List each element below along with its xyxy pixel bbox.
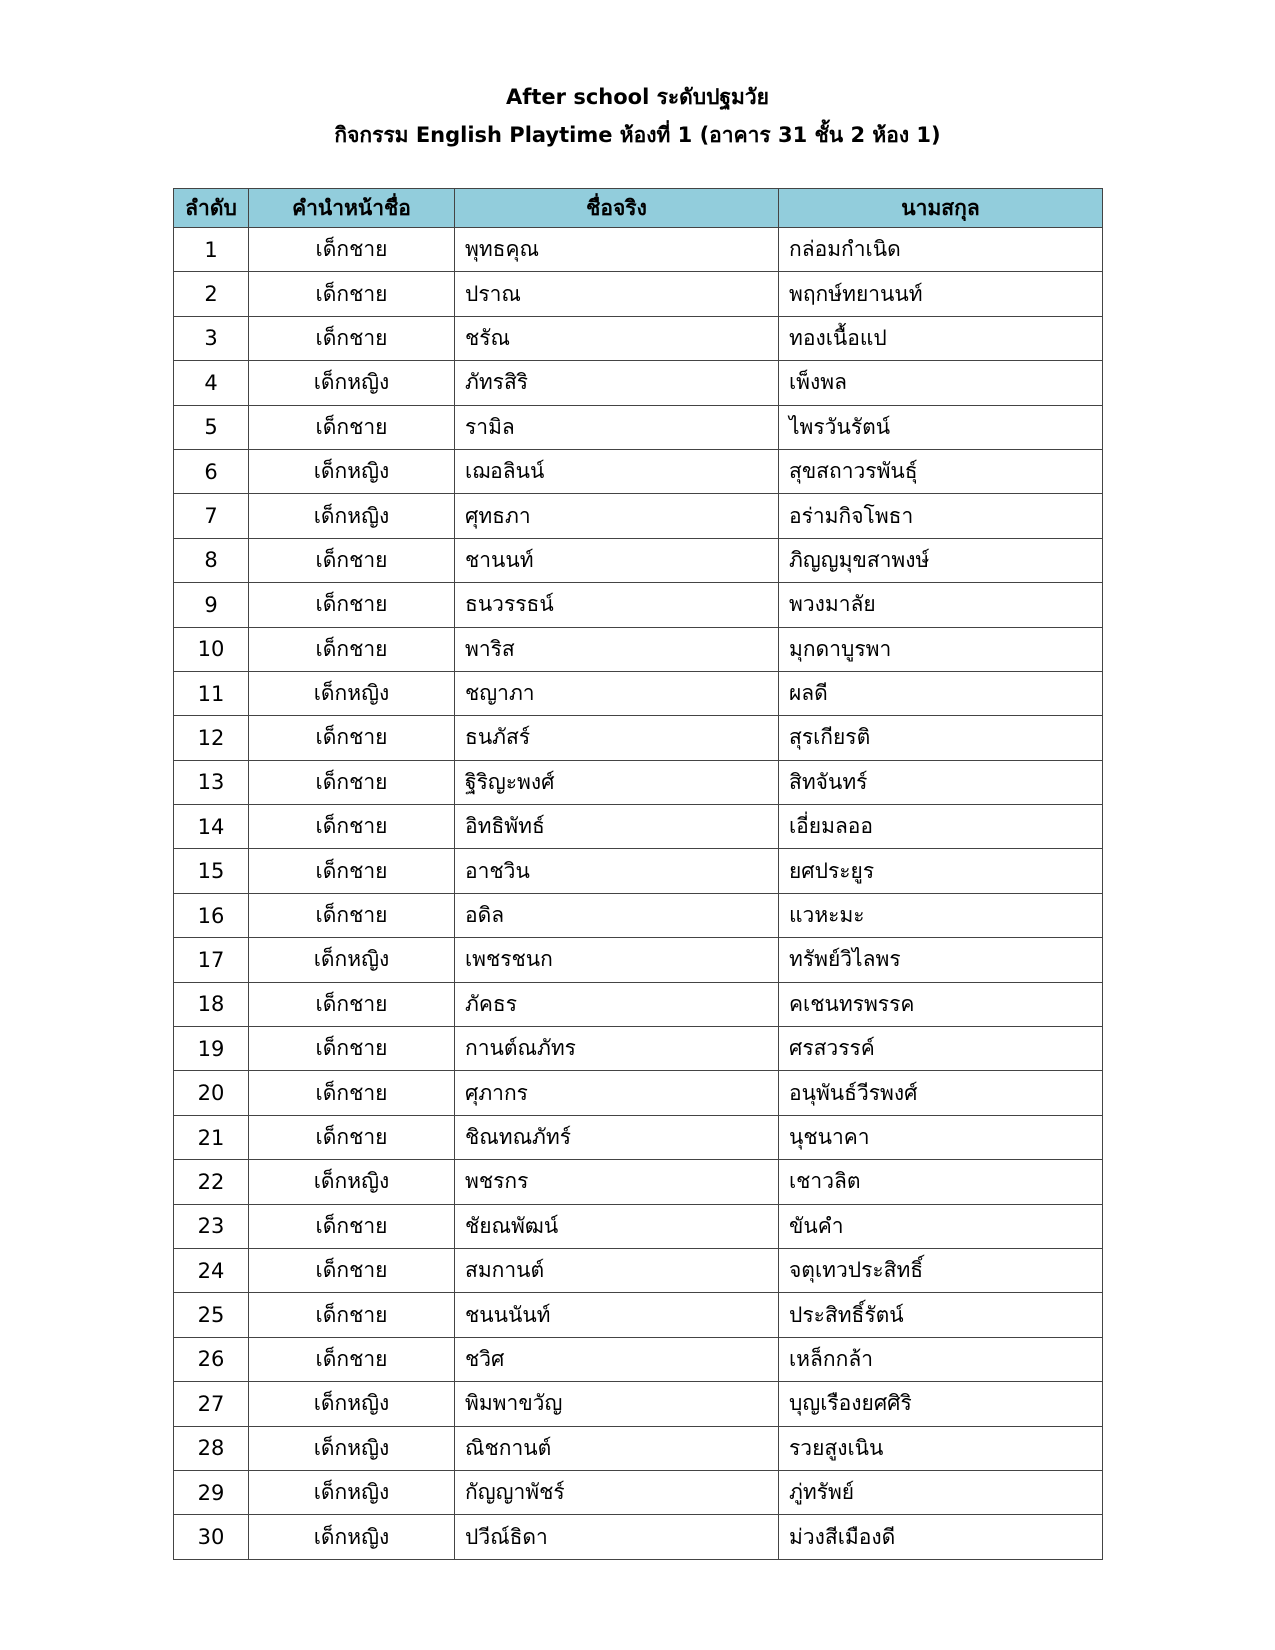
table-header-row	[174, 189, 1103, 228]
last-name-cell: พวงมาลัย	[779, 583, 1103, 627]
row-number-cell: 25	[174, 1293, 249, 1337]
first-name-cell: ศุภากร	[455, 1071, 779, 1115]
first-name-cell: ชัยณพัฒน์	[455, 1204, 779, 1248]
last-name-cell: รวยสูงเนิน	[779, 1426, 1103, 1470]
row-number-cell: 6	[174, 449, 249, 493]
row-number-cell: 29	[174, 1470, 249, 1514]
name-prefix-cell: เด็กชาย	[249, 583, 455, 627]
name-prefix-cell: เด็กชาย	[249, 316, 455, 360]
last-name-cell: พฤกษ์ทยานนท์	[779, 272, 1103, 316]
table-row	[174, 805, 1103, 849]
table-row	[174, 1515, 1103, 1559]
first-name-cell: อดิล	[455, 893, 779, 937]
row-number-cell: 13	[174, 760, 249, 804]
name-prefix-cell: เด็กชาย	[249, 1204, 455, 1248]
name-prefix-cell: เด็กชาย	[249, 716, 455, 760]
table-row	[174, 1382, 1103, 1426]
last-name-cell: เพ็งพล	[779, 361, 1103, 405]
last-name-cell: ภิญญมุขสาพงษ์	[779, 538, 1103, 582]
row-number-cell: 16	[174, 893, 249, 937]
table-row	[174, 1204, 1103, 1248]
last-name-cell: ม่วงสีเมืองดี	[779, 1515, 1103, 1559]
row-number-cell: 21	[174, 1115, 249, 1159]
table-row	[174, 494, 1103, 538]
first-name-cell: ชวิศ	[455, 1337, 779, 1381]
row-number-cell: 27	[174, 1382, 249, 1426]
row-number-cell: 4	[174, 361, 249, 405]
name-prefix-cell: เด็กชาย	[249, 538, 455, 582]
row-number-cell: 26	[174, 1337, 249, 1381]
name-prefix-cell: เด็กชาย	[249, 405, 455, 449]
column-header-first-name: ชื่อจริง	[455, 189, 779, 228]
name-prefix-cell: เด็กหญิง	[249, 671, 455, 715]
table-row	[174, 361, 1103, 405]
first-name-cell: ธนภัสร์	[455, 716, 779, 760]
first-name-cell: ศุทธภา	[455, 494, 779, 538]
row-number-cell: 8	[174, 538, 249, 582]
last-name-cell: อร่ามกิจโพธา	[779, 494, 1103, 538]
last-name-cell: สุรเกียรติ	[779, 716, 1103, 760]
row-number-cell: 5	[174, 405, 249, 449]
table-row	[174, 405, 1103, 449]
last-name-cell: ทองเนื้อแป	[779, 316, 1103, 360]
table-row	[174, 893, 1103, 937]
first-name-cell: กัญญาพัชร์	[455, 1470, 779, 1514]
name-prefix-cell: เด็กหญิง	[249, 361, 455, 405]
first-name-cell: ชนนนันท์	[455, 1293, 779, 1337]
table-row	[174, 228, 1103, 272]
first-name-cell: พชรกร	[455, 1160, 779, 1204]
table-row	[174, 1426, 1103, 1470]
last-name-cell: เอี่ยมลออ	[779, 805, 1103, 849]
last-name-cell: เชาวลิต	[779, 1160, 1103, 1204]
first-name-cell: ภัทรสิริ	[455, 361, 779, 405]
last-name-cell: อนุพันธ์วีรพงศ์	[779, 1071, 1103, 1115]
first-name-cell: ภัคธร	[455, 982, 779, 1026]
student-table	[173, 188, 1103, 1560]
name-prefix-cell: เด็กชาย	[249, 982, 455, 1026]
last-name-cell: ยศประยูร	[779, 849, 1103, 893]
first-name-cell: เพชรชนก	[455, 938, 779, 982]
table-row	[174, 716, 1103, 760]
first-name-cell: ชรัณ	[455, 316, 779, 360]
table-row	[174, 1337, 1103, 1381]
first-name-cell: พาริส	[455, 627, 779, 671]
name-prefix-cell: เด็กชาย	[249, 1248, 455, 1292]
page-title: After school ระดับปฐมวัย	[506, 85, 769, 109]
row-number-cell: 9	[174, 583, 249, 627]
last-name-cell: ไพรวันรัตน์	[779, 405, 1103, 449]
last-name-cell: ขันคำ	[779, 1204, 1103, 1248]
name-prefix-cell: เด็กหญิง	[249, 1515, 455, 1559]
row-number-cell: 14	[174, 805, 249, 849]
last-name-cell: ศรสวรรค์	[779, 1027, 1103, 1071]
last-name-cell: บุญเรืองยศศิริ	[779, 1382, 1103, 1426]
first-name-cell: พิมพาขวัญ	[455, 1382, 779, 1426]
table-row	[174, 1115, 1103, 1159]
first-name-cell: พุทธคุณ	[455, 228, 779, 272]
row-number-cell: 20	[174, 1071, 249, 1115]
name-prefix-cell: เด็กชาย	[249, 849, 455, 893]
table-row	[174, 982, 1103, 1026]
last-name-cell: ประสิทธิ์รัตน์	[779, 1293, 1103, 1337]
row-number-cell: 15	[174, 849, 249, 893]
last-name-cell: ภู่ทรัพย์	[779, 1470, 1103, 1514]
last-name-cell: กล่อมกำเนิด	[779, 228, 1103, 272]
row-number-cell: 28	[174, 1426, 249, 1470]
last-name-cell: จตุเทวประสิทธิ์	[779, 1248, 1103, 1292]
table-row	[174, 627, 1103, 671]
name-prefix-cell: เด็กหญิง	[249, 1382, 455, 1426]
first-name-cell: ชญาภา	[455, 671, 779, 715]
table-row	[174, 849, 1103, 893]
last-name-cell: ทรัพย์วิไลพร	[779, 938, 1103, 982]
last-name-cell: ผลดี	[779, 671, 1103, 715]
row-number-cell: 11	[174, 671, 249, 715]
row-number-cell: 7	[174, 494, 249, 538]
first-name-cell: ฐิริญะพงศ์	[455, 760, 779, 804]
name-prefix-cell: เด็กชาย	[249, 805, 455, 849]
table-body	[174, 228, 1103, 1560]
row-number-cell: 2	[174, 272, 249, 316]
first-name-cell: ชิณทณภัทร์	[455, 1115, 779, 1159]
table-row	[174, 1071, 1103, 1115]
last-name-cell: แวหะมะ	[779, 893, 1103, 937]
row-number-cell: 23	[174, 1204, 249, 1248]
table-row	[174, 760, 1103, 804]
row-number-cell: 3	[174, 316, 249, 360]
table-row	[174, 449, 1103, 493]
first-name-cell: อิทธิพัทธ์	[455, 805, 779, 849]
first-name-cell: ปราณ	[455, 272, 779, 316]
column-header-prefix: คำนำหน้าชื่อ	[249, 189, 455, 228]
name-prefix-cell: เด็กชาย	[249, 1027, 455, 1071]
table-row	[174, 1027, 1103, 1071]
name-prefix-cell: เด็กหญิง	[249, 1426, 455, 1470]
row-number-cell: 18	[174, 982, 249, 1026]
first-name-cell: สมกานต์	[455, 1248, 779, 1292]
first-name-cell: ชานนท์	[455, 538, 779, 582]
first-name-cell: รามิล	[455, 405, 779, 449]
last-name-cell: มุกดาบูรพา	[779, 627, 1103, 671]
first-name-cell: ณิชกานต์	[455, 1426, 779, 1470]
row-number-cell: 24	[174, 1248, 249, 1292]
table-row	[174, 272, 1103, 316]
name-prefix-cell: เด็กชาย	[249, 1337, 455, 1381]
column-header-last-name: นามสกุล	[779, 189, 1103, 228]
name-prefix-cell: เด็กหญิง	[249, 494, 455, 538]
name-prefix-cell: เด็กชาย	[249, 1293, 455, 1337]
page-subtitle: กิจกรรม English Playtime ห้องที่ 1 (อาคาร 31 ชั้น 2 ห้อง 1)	[334, 123, 941, 147]
column-header-number: ลำดับ	[174, 189, 249, 228]
first-name-cell: อาชวิน	[455, 849, 779, 893]
table-row	[174, 938, 1103, 982]
name-prefix-cell: เด็กชาย	[249, 760, 455, 804]
table-row	[174, 1293, 1103, 1337]
first-name-cell: ปวีณ์ธิดา	[455, 1515, 779, 1559]
table-row	[174, 1248, 1103, 1292]
last-name-cell: นุชนาคา	[779, 1115, 1103, 1159]
table-row	[174, 1160, 1103, 1204]
name-prefix-cell: เด็กหญิง	[249, 1160, 455, 1204]
table-row	[174, 583, 1103, 627]
table-row	[174, 671, 1103, 715]
row-number-cell: 1	[174, 228, 249, 272]
first-name-cell: กานต์ณภัทร	[455, 1027, 779, 1071]
row-number-cell: 22	[174, 1160, 249, 1204]
last-name-cell: สุขสถาวรพันธุ์	[779, 449, 1103, 493]
last-name-cell: สิทจันทร์	[779, 760, 1103, 804]
name-prefix-cell: เด็กชาย	[249, 1071, 455, 1115]
last-name-cell: คเชนทรพรรค	[779, 982, 1103, 1026]
name-prefix-cell: เด็กชาย	[249, 1115, 455, 1159]
table-row	[174, 538, 1103, 582]
name-prefix-cell: เด็กชาย	[249, 228, 455, 272]
last-name-cell: เหล็กกล้า	[779, 1337, 1103, 1381]
name-prefix-cell: เด็กชาย	[249, 893, 455, 937]
name-prefix-cell: เด็กชาย	[249, 272, 455, 316]
row-number-cell: 12	[174, 716, 249, 760]
name-prefix-cell: เด็กหญิง	[249, 938, 455, 982]
name-prefix-cell: เด็กหญิง	[249, 1470, 455, 1514]
table-row	[174, 316, 1103, 360]
first-name-cell: เฌอลินน์	[455, 449, 779, 493]
name-prefix-cell: เด็กหญิง	[249, 449, 455, 493]
row-number-cell: 19	[174, 1027, 249, 1071]
row-number-cell: 10	[174, 627, 249, 671]
table-row	[174, 1470, 1103, 1514]
row-number-cell: 17	[174, 938, 249, 982]
first-name-cell: ธนวรรธน์	[455, 583, 779, 627]
name-prefix-cell: เด็กชาย	[249, 627, 455, 671]
row-number-cell: 30	[174, 1515, 249, 1559]
